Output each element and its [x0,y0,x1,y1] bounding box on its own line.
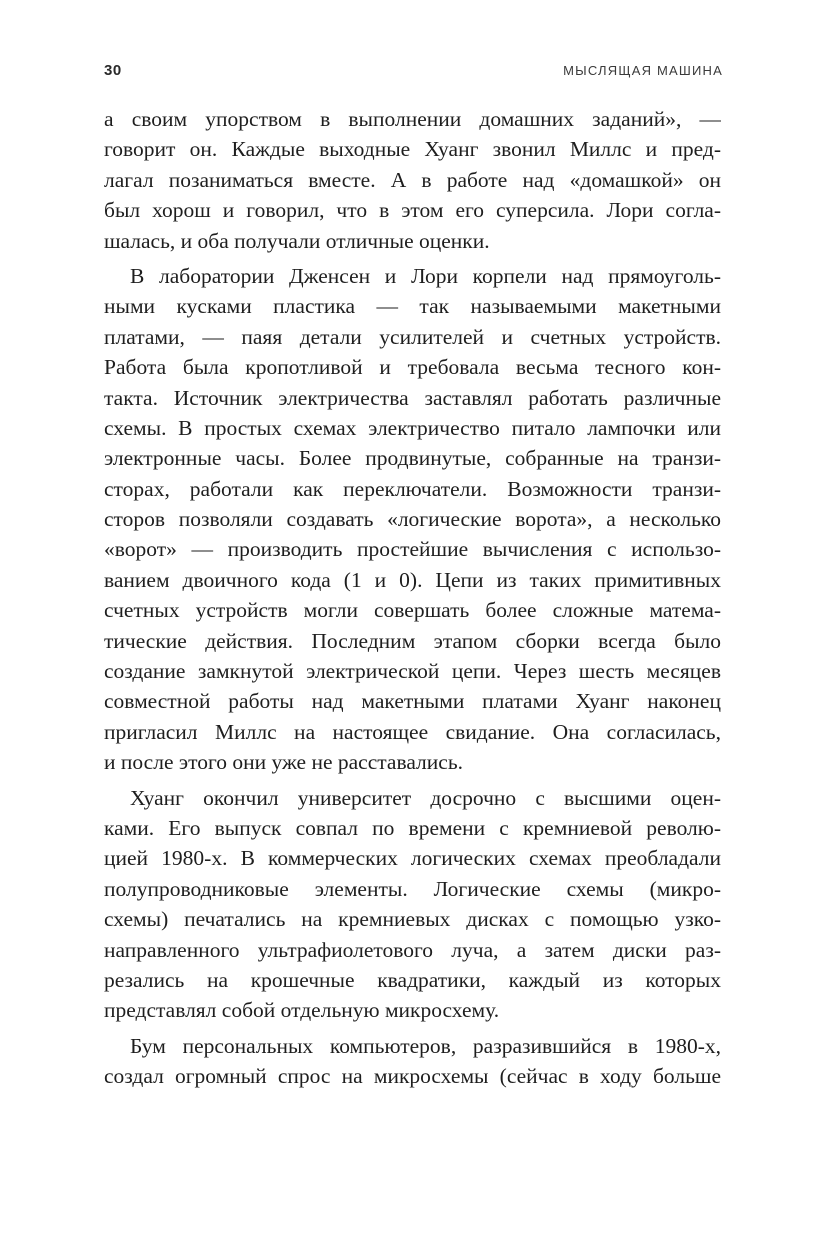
text-line: цией 1980-х. В коммерческих логических схемах преобладали [104,846,721,871]
text-line: счетных устройств могли совершать более сложные матема- [104,598,721,623]
text-line: и после этого они уже не расставались. [104,750,464,775]
text-line: Работа была кропотливой и требовала весьма тесного кон- [104,355,721,380]
page-header [104,62,723,82]
text-line: сторов позволяли создавать «логические ворота», а несколько [104,507,721,532]
paragraph [104,783,721,1026]
text-line: схемы) печатались на кремниевых дисках с помощью узко- [104,907,721,932]
text-line: пригласил Миллс на настоящее свидание. Она согласилась, [104,719,721,744]
page-number: 30 [104,62,122,79]
text-line: сторах, работали как переключатели. Возможности транзи- [104,476,721,501]
body-text [104,104,721,1092]
text-line: шалась, и оба получали отличные оценки. [104,228,490,253]
text-line: такта. Источник электричества заставлял работать различные [104,385,721,410]
text-line: создал огромный спрос на микросхемы (сейчас в ходу больше [104,1064,721,1089]
text-line: направленного ультрафиолетового луча, а затем диски раз- [104,937,721,962]
text-line: лагал позаниматься вместе. А в работе над «домашкой» он [104,167,721,192]
text-line: ными кусками пластика — так называемыми макетными [104,294,721,319]
text-line: а своим упорством в выполнении домашних заданий», — [104,107,721,131]
text-line: ванием двоичного кода (1 и 0). Цепи из таких примитивных [104,567,721,592]
text-line: «ворот» — производить простейшие вычисления с использо- [104,537,721,562]
paragraph [104,1031,721,1092]
text-line: резались на крошечные квадратики, каждый из которых [104,967,721,992]
text-line: Бум персональных компьютеров, разразившийся в 1980-х, [130,1033,721,1058]
text-line: платами, — паяя детали усилителей и счетных устройств. [104,324,721,349]
text-line: полупроводниковые элементы. Логические схемы (микро- [104,876,721,901]
text-line: Хуанг окончил университет досрочно с высшими оцен- [130,785,721,810]
text-line: тические действия. Последним этапом сборки всегда было [104,628,721,653]
text-line: представлял собой отдельную микросхему. [104,998,500,1023]
text-line: говорит он. Каждые выходные Хуанг звонил Миллс и пред- [104,137,721,162]
paragraph [104,104,721,256]
text-line: создание замкнутой электрической цепи. Через шесть месяцев [104,659,721,684]
text-line: совместной работы над макетными платами Хуанг наконец [104,689,721,714]
running-title: МЫСЛЯЩАЯ МАШИНА [563,63,723,78]
paragraph [104,261,721,778]
text-line: ками. Его выпуск совпал по времени с кремниевой револю- [104,815,721,840]
text-line: был хорош и говорил, что в этом его суперсила. Лори согла- [104,198,721,223]
text-line: схемы. В простых схемах электричество питало лампочки или [104,415,721,440]
text-line: В лаборатории Дженсен и Лори корпели над прямоуголь- [130,263,721,288]
text-line: электронные часы. Более продвинутые, собранные на транзи- [104,446,721,471]
